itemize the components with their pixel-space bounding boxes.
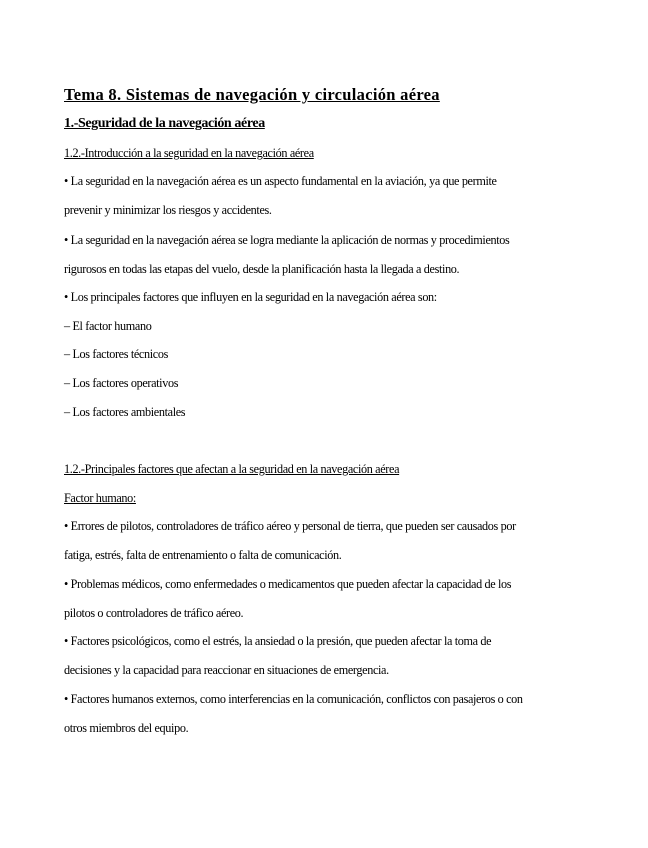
paragraph-line: otros miembros del equipo.	[64, 721, 189, 735]
paragraph-line: rigurosos en todas las etapas del vuelo, desde la planificación hasta la llegada a destino.	[64, 262, 460, 276]
paragraph-line: prevenir y minimizar los riesgos y accidentes.	[64, 203, 272, 217]
paragraph-line: • Factores psicológicos, como el estrés, la ansiedad o la presión, que pueden afectar la toma de	[64, 634, 492, 648]
list-item: – Los factores operativos	[64, 376, 179, 390]
list-item: – El factor humano	[64, 319, 152, 333]
paragraph-line: • La seguridad en la navegación aérea es un aspecto fundamental en la aviación, ya que permite	[64, 174, 497, 188]
section-heading: 1.-Seguridad de la navegación aérea	[64, 116, 265, 131]
list-item: – Los factores técnicos	[64, 347, 168, 361]
paragraph-line: • La seguridad en la navegación aérea se logra mediante la aplicación de normas y procedimientos	[64, 233, 510, 247]
paragraph-line: fatiga, estrés, falta de entrenamiento o falta de comunicación.	[64, 548, 342, 562]
paragraph-line: decisiones y la capacidad para reaccionar en situaciones de emergencia.	[64, 663, 389, 677]
paragraph-line: • Factores humanos externos, como interferencias en la comunicación, conflictos con pasajeros o con	[64, 692, 523, 706]
paragraph-line: • Problemas médicos, como enfermedades o medicamentos que pueden afectar la capacidad de los	[64, 577, 512, 591]
document-title: Tema 8. Sistemas de navegación y circulación aérea	[64, 85, 440, 104]
paragraph-line: • Errores de pilotos, controladores de tráfico aéreo y personal de tierra, que pueden ser causados por	[64, 519, 516, 533]
list-item: – Los factores ambientales	[64, 405, 186, 419]
paragraph-line: pilotos o controladores de tráfico aéreo.	[64, 606, 244, 620]
subsection-heading: 1.2.-Principales factores que afectan a la seguridad en la navegación aérea	[64, 462, 400, 476]
paragraph-line: • Los principales factores que influyen en la seguridad en la navegación aérea son:	[64, 290, 437, 304]
subsection-heading: 1.2.-Introducción a la seguridad en la navegación aérea	[64, 146, 314, 160]
subheading: Factor humano:	[64, 491, 136, 505]
